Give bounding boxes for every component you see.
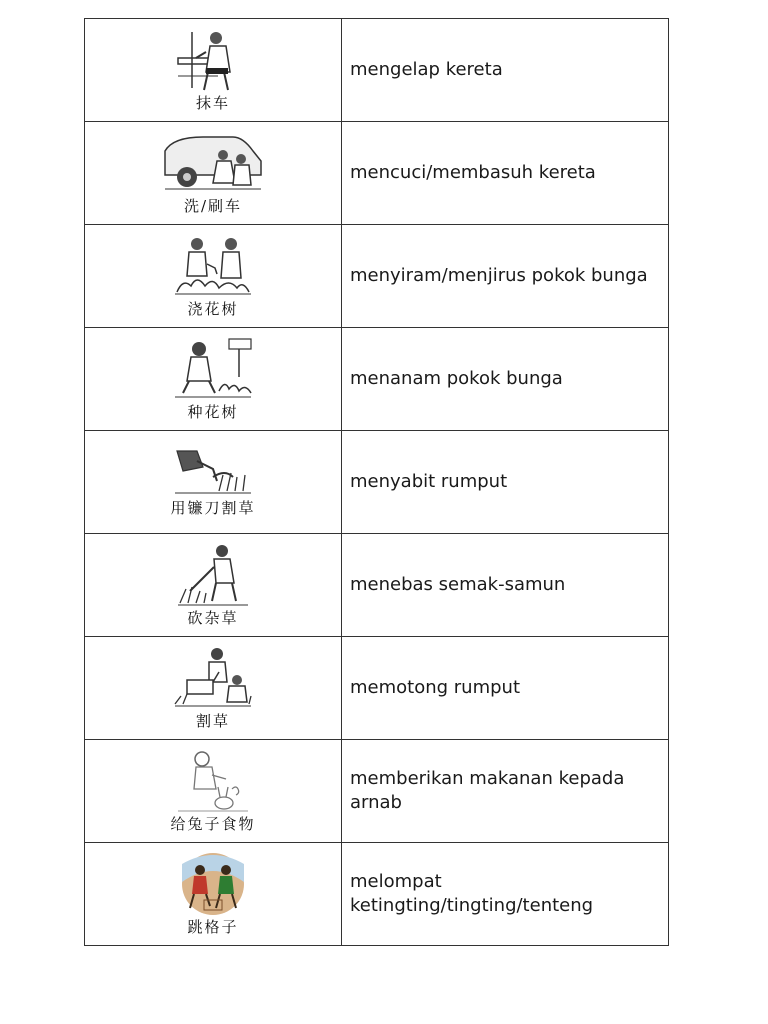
malay-text: menanam pokok bunga bbox=[350, 368, 563, 389]
picture-cell bbox=[85, 328, 342, 431]
chinese-label: 种花树 bbox=[187, 402, 239, 421]
clearing-weeds-icon bbox=[176, 543, 250, 607]
malay-cell bbox=[342, 122, 669, 225]
malay-text: menyabit rumput bbox=[350, 471, 508, 492]
malay-text: memberikan makanan kepada arnab bbox=[350, 768, 625, 813]
malay-text: menebas semak-samun bbox=[350, 574, 566, 595]
malay-text: memotong rumput bbox=[350, 677, 521, 698]
malay-text: melompat ketingting/tingting/tenteng bbox=[350, 871, 594, 916]
sickle-cutting-grass-icon bbox=[173, 447, 253, 497]
malay-text: mengelap kereta bbox=[350, 59, 503, 80]
picture-cell bbox=[85, 843, 342, 946]
picture-cell bbox=[85, 225, 342, 328]
malay-text: menyiram/menjirus pokok bunga bbox=[350, 265, 648, 286]
wiping-car-icon bbox=[176, 28, 250, 92]
malay-cell bbox=[342, 843, 669, 946]
picture-cell bbox=[85, 431, 342, 534]
chinese-label: 给兔子食物 bbox=[170, 814, 256, 833]
washing-car-icon bbox=[163, 131, 263, 195]
malay-cell bbox=[342, 225, 669, 328]
malay-cell bbox=[342, 328, 669, 431]
table-row bbox=[85, 843, 669, 946]
chinese-label: 用镰刀割草 bbox=[170, 498, 256, 517]
mowing-grass-icon bbox=[173, 646, 253, 710]
chinese-label: 砍杂草 bbox=[187, 608, 239, 627]
vocabulary-table bbox=[84, 18, 669, 946]
table-row bbox=[85, 122, 669, 225]
picture-cell bbox=[85, 637, 342, 740]
hopscotch-icon bbox=[176, 852, 250, 916]
malay-cell bbox=[342, 637, 669, 740]
picture-cell bbox=[85, 122, 342, 225]
table-row bbox=[85, 225, 669, 328]
malay-cell bbox=[342, 534, 669, 637]
picture-cell bbox=[85, 19, 342, 122]
chinese-label: 割草 bbox=[195, 711, 230, 730]
table-row bbox=[85, 740, 669, 843]
table-row bbox=[85, 637, 669, 740]
planting-flowers-icon bbox=[173, 337, 253, 401]
picture-cell bbox=[85, 740, 342, 843]
chinese-label: 抹车 bbox=[195, 93, 230, 112]
malay-cell bbox=[342, 431, 669, 534]
table-row bbox=[85, 328, 669, 431]
malay-cell bbox=[342, 740, 669, 843]
chinese-label: 洗/刷车 bbox=[183, 196, 243, 215]
watering-plants-icon bbox=[173, 234, 253, 298]
chinese-label: 跳格子 bbox=[187, 917, 239, 936]
table-row bbox=[85, 19, 669, 122]
table-row bbox=[85, 431, 669, 534]
picture-cell bbox=[85, 534, 342, 637]
chinese-label: 浇花树 bbox=[187, 299, 239, 318]
malay-cell bbox=[342, 19, 669, 122]
feeding-rabbit-icon bbox=[176, 749, 250, 813]
table-row bbox=[85, 534, 669, 637]
malay-text: mencuci/membasuh kereta bbox=[350, 162, 596, 183]
